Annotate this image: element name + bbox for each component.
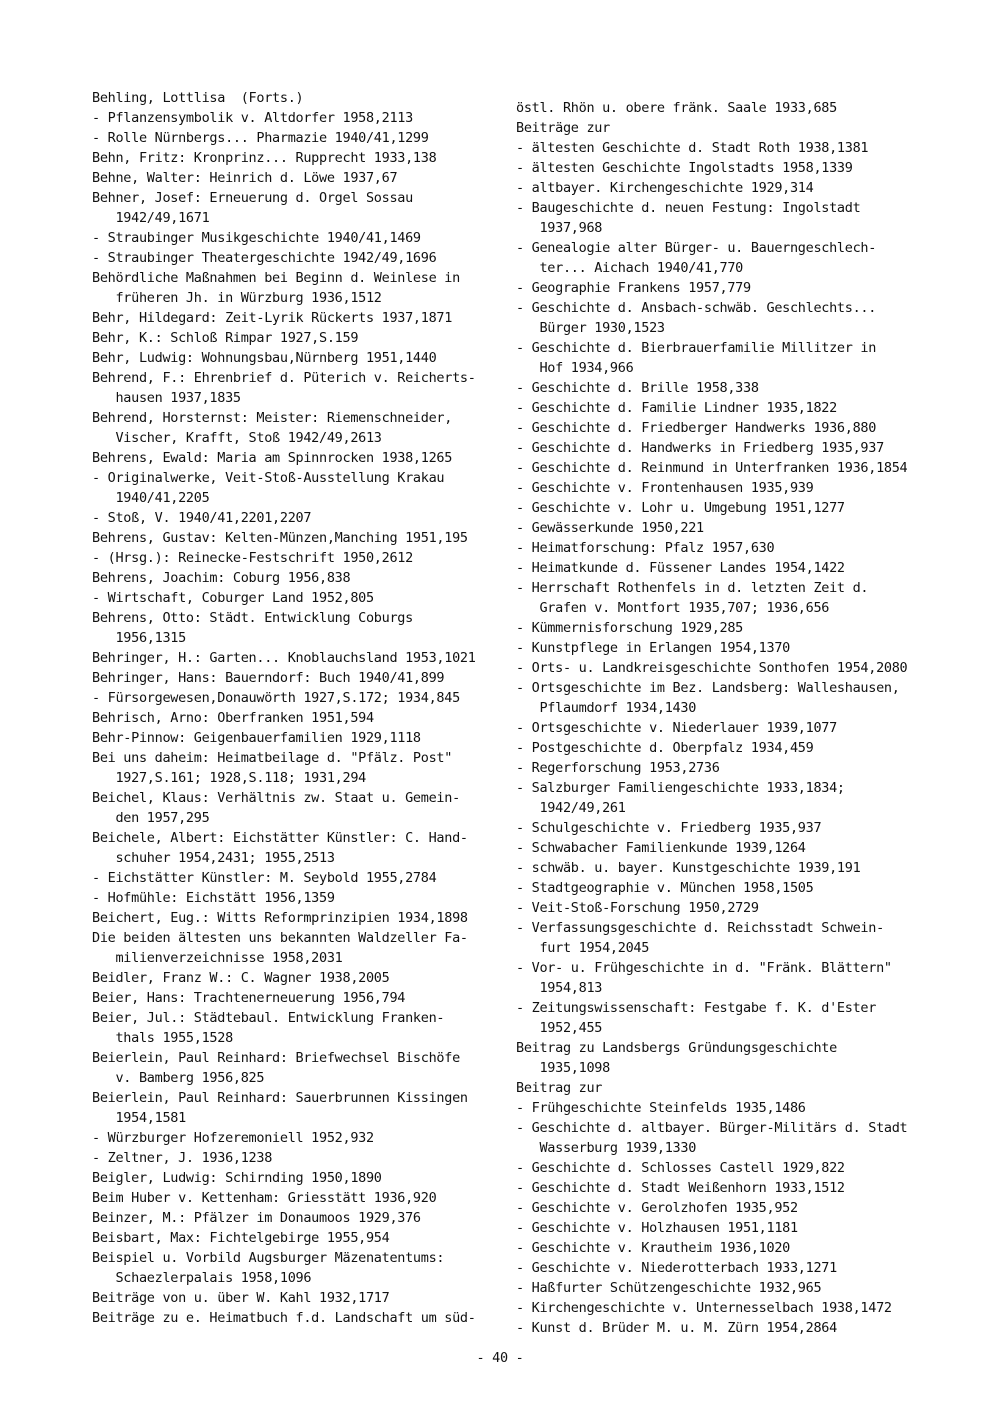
index-entry-line: - Herrschaft Rothenfels in d. letzten Zeit d.: [516, 580, 869, 596]
index-entry-line: - Ortsgeschichte v. Niederlauer 1939,1077: [516, 720, 837, 736]
index-entry-line: thals 1955,1528: [92, 1030, 233, 1046]
index-entry-line: - Regerforschung 1953,2736: [516, 760, 720, 776]
index-entry-line: Behrens, Ewald: Maria am Spinnrocken 1938,1265: [92, 450, 453, 466]
index-entry-line: milienverzeichnisse 1958,2031: [92, 950, 343, 966]
index-entry-line: Behr-Pinnow: Geigenbauerfamilien 1929,1118: [92, 730, 421, 746]
index-entry-line: Beinzer, M.: Pfälzer im Donaumoos 1929,376: [92, 1210, 421, 1226]
index-entry-line: Beichele, Albert: Eichstätter Künstler: C. Hand-: [92, 830, 468, 846]
index-entry-line: - Stoß, V. 1940/41,2201,2207: [92, 510, 312, 526]
index-entry-line: - Straubinger Musikgeschichte 1940/41,1469: [92, 230, 421, 246]
index-entry-line: Bürger 1930,1523: [516, 320, 665, 336]
index-entry-line: 1937,968: [516, 220, 603, 236]
index-entry-line: - Geographie Frankens 1957,779: [516, 280, 751, 296]
index-entry-line: Behrend, Horsternst: Meister: Riemenschneider,: [92, 410, 453, 426]
index-entry-line: Vischer, Krafft, Stoß 1942/49,2613: [92, 430, 382, 446]
index-entry-line: schuher 1954,2431; 1955,2513: [92, 850, 335, 866]
index-entry-line: - Schulgeschichte v. Friedberg 1935,937: [516, 820, 822, 836]
index-entry-line: Behrend, F.: Ehrenbrief d. Püterich v. Reicherts-: [92, 370, 476, 386]
index-entry-line: - Stadtgeographie v. München 1958,1505: [516, 880, 814, 896]
index-entry-line: - Geschichte d. Stadt Weißenhorn 1933,1512: [516, 1180, 845, 1196]
index-entry-line: - Haßfurter Schützengeschichte 1932,965: [516, 1280, 822, 1296]
index-entry-line: Behr, K.: Schloß Rimpar 1927,S.159: [92, 330, 359, 346]
index-entry-line: - Geschichte d. Schlosses Castell 1929,822: [516, 1160, 845, 1176]
index-entry-line: - Heimatkunde d. Füssener Landes 1954,1422: [516, 560, 845, 576]
index-entry-line: Beim Huber v. Kettenham: Griesstätt 1936,920: [92, 1190, 437, 1206]
index-entry-line: Behr, Ludwig: Wohnungsbau,Nürnberg 1951,1440: [92, 350, 437, 366]
index-entry-line: Behr, Hildegard: Zeit-Lyrik Rückerts 1937,1871: [92, 310, 453, 326]
index-entry-line: hausen 1937,1835: [92, 390, 241, 406]
index-entry-line: - Veit-Stoß-Forschung 1950,2729: [516, 900, 759, 916]
index-entry-line: 1935,1098: [516, 1060, 610, 1076]
index-entry-line: Hof 1934,966: [516, 360, 634, 376]
index-entry-line: - Kunstpflege in Erlangen 1954,1370: [516, 640, 790, 656]
index-entry-line: Behner, Josef: Erneuerung d. Orgel Sossau: [92, 190, 413, 206]
index-entry-line: - Würzburger Hofzeremoniell 1952,932: [92, 1130, 374, 1146]
index-entry-line: Behling, Lottlisa (Forts.): [92, 90, 304, 106]
index-entry-line: Beierlein, Paul Reinhard: Briefwechsel Bischöfe: [92, 1050, 460, 1066]
index-entry-line: - Geschichte d. Brille 1958,338: [516, 380, 759, 396]
index-entry-line: - schwäb. u. bayer. Kunstgeschichte 1939,191: [516, 860, 861, 876]
index-entry-line: - Verfassungsgeschichte d. Reichsstadt Schwein-: [516, 920, 884, 936]
left-column: [92, 88, 492, 1328]
index-entry-line: - Geschichte v. Frontenhausen 1935,939: [516, 480, 814, 496]
index-entry-line: Wasserburg 1939,1330: [516, 1140, 697, 1156]
index-entry-line: Behrisch, Arno: Oberfranken 1951,594: [92, 710, 374, 726]
index-entry-line: - Geschichte d. Reinmund in Unterfranken 1936,1854: [516, 460, 908, 476]
index-entry-line: Behringer, Hans: Bauerndorf: Buch 1940/41,899: [92, 670, 445, 686]
index-entry-line: - Geschichte v. Holzhausen 1951,1181: [516, 1220, 798, 1236]
index-entry-line: Bei uns daheim: Heimatbeilage d. "Pfälz. Post": [92, 750, 453, 766]
index-entry-line: - (Hrsg.): Reinecke-Festschrift 1950,2612: [92, 550, 413, 566]
index-entry-line: - Geschichte v. Lohr u. Umgebung 1951,1277: [516, 500, 845, 516]
index-entry-line: - Rolle Nürnbergs... Pharmazie 1940/41,1299: [92, 130, 429, 146]
index-entry-line: Beigler, Ludwig: Schirnding 1950,1890: [92, 1170, 382, 1186]
index-entry-line: ter... Aichach 1940/41,770: [516, 260, 744, 276]
index-entry-line: - Heimatforschung: Pfalz 1957,630: [516, 540, 775, 556]
index-entry-line: Pflaumdorf 1934,1430: [516, 700, 697, 716]
index-entry-line: - Eichstätter Künstler: M. Seybold 1955,2784: [92, 870, 437, 886]
index-entry-line: - Hofmühle: Eichstätt 1956,1359: [92, 890, 335, 906]
index-entry-line: 1954,813: [516, 980, 603, 996]
index-entry-line: - altbayer. Kirchengeschichte 1929,314: [516, 180, 814, 196]
index-entry-line: - Geschichte d. Ansbach-schwäb. Geschlechts...: [516, 300, 877, 316]
index-entry-line: - Pflanzensymbolik v. Altdorfer 1958,2113: [92, 110, 413, 126]
index-entry-line: - Kümmernisforschung 1929,285: [516, 620, 744, 636]
index-entry-line: - Postgeschichte d. Oberpfalz 1934,459: [516, 740, 814, 756]
index-entry-line: Behrens, Gustav: Kelten-Münzen,Manching 1951,195: [92, 530, 468, 546]
index-entry-line: - Zeltner, J. 1936,1238: [92, 1150, 273, 1166]
index-entry-line: - ältesten Geschichte d. Stadt Roth 1938,1381: [516, 140, 869, 156]
index-entry-line: Behringer, H.: Garten... Knoblauchsland 1953,1021: [92, 650, 476, 666]
index-entry-line: Grafen v. Montfort 1935,707; 1936,656: [516, 600, 830, 616]
index-entry-line: Beiträge zu e. Heimatbuch f.d. Landschaft um süd-: [92, 1310, 476, 1326]
index-entry-line: Schaezlerpalais 1958,1096: [92, 1270, 312, 1286]
index-entry-line: Beierlein, Paul Reinhard: Sauerbrunnen Kissingen: [92, 1090, 468, 1106]
index-entry-line: v. Bamberg 1956,825: [92, 1070, 265, 1086]
index-entry-line: 1956,1315: [92, 630, 186, 646]
index-entry-line: Beitrag zur: [516, 1080, 603, 1096]
index-entry-line: Beier, Hans: Trachtenerneuerung 1956,794: [92, 990, 406, 1006]
index-entry-line: - Genealogie alter Bürger- u. Bauerngeschlech-: [516, 240, 877, 256]
index-entry-line: - Geschichte d. altbayer. Bürger-Militärs d. Stadt: [516, 1120, 908, 1136]
index-entry-line: den 1957,295: [92, 810, 210, 826]
index-entry-line: Behrens, Otto: Städt. Entwicklung Coburgs: [92, 610, 413, 626]
index-entry-line: - Straubinger Theatergeschichte 1942/49,1696: [92, 250, 437, 266]
index-entry-line: Beiträge von u. über W. Kahl 1932,1717: [92, 1290, 390, 1306]
index-entry-line: - Frühgeschichte Steinfelds 1935,1486: [516, 1100, 806, 1116]
index-entry-line: 1927,S.161; 1928,S.118; 1931,294: [92, 770, 366, 786]
index-entry-line: - Geschichte d. Bierbrauerfamilie Millitzer in: [516, 340, 877, 356]
index-entry-line: früheren Jh. in Würzburg 1936,1512: [92, 290, 382, 306]
index-entry-line: Beispiel u. Vorbild Augsburger Mäzenatentums:: [92, 1250, 445, 1266]
right-column: [516, 98, 916, 1338]
index-entry-line: Beichert, Eug.: Witts Reformprinzipien 1934,1898: [92, 910, 468, 926]
index-entry-line: - Geschichte v. Krautheim 1936,1020: [516, 1240, 790, 1256]
index-entry-line: - Geschichte d. Familie Lindner 1935,1822: [516, 400, 837, 416]
index-entry-line: Behn, Fritz: Kronprinz... Rupprecht 1933,138: [92, 150, 437, 166]
index-entry-line: - Kunst d. Brüder M. u. M. Zürn 1954,2864: [516, 1320, 837, 1336]
index-entry-line: Behrens, Joachim: Coburg 1956,838: [92, 570, 351, 586]
index-entry-line: 1942/49,261: [516, 800, 626, 816]
index-entry-line: - Vor- u. Frühgeschichte in d. "Fränk. Blättern": [516, 960, 892, 976]
index-entry-line: Behördliche Maßnahmen bei Beginn d. Weinlese in: [92, 270, 460, 286]
index-entry-line: - Zeitungswissenschaft: Festgabe f. K. d'Ester: [516, 1000, 877, 1016]
index-entry-line: 1954,1581: [92, 1110, 186, 1126]
index-entry-line: Beidler, Franz W.: C. Wagner 1938,2005: [92, 970, 390, 986]
index-entry-line: - Originalwerke, Veit-Stoß-Ausstellung Krakau: [92, 470, 445, 486]
index-entry-line: - Salzburger Familiengeschichte 1933,1834;: [516, 780, 845, 796]
index-entry-line: - Gewässerkunde 1950,221: [516, 520, 704, 536]
index-entry-line: 1940/41,2205: [92, 490, 210, 506]
index-entry-line: - Schwabacher Familienkunde 1939,1264: [516, 840, 806, 856]
page-number: - 40 -: [476, 1350, 524, 1366]
index-entry-line: - Kirchengeschichte v. Unternesselbach 1938,1472: [516, 1300, 892, 1316]
index-entry-line: östl. Rhön u. obere fränk. Saale 1933,685: [516, 100, 837, 116]
index-entry-line: - ältesten Geschichte Ingolstadts 1958,1339: [516, 160, 853, 176]
index-entry-line: - Geschichte d. Friedberger Handwerks 1936,880: [516, 420, 877, 436]
index-entry-line: - Geschichte d. Handwerks in Friedberg 1935,937: [516, 440, 884, 456]
index-entry-line: Beitrag zu Landsbergs Gründungsgeschichte: [516, 1040, 837, 1056]
index-entry-line: 1942/49,1671: [92, 210, 210, 226]
index-entry-line: - Geschichte v. Niederotterbach 1933,1271: [516, 1260, 837, 1276]
index-entry-line: 1952,455: [516, 1020, 603, 1036]
index-entry-line: Die beiden ältesten uns bekannten Waldzeller Fa-: [92, 930, 468, 946]
index-entry-line: - Orts- u. Landkreisgeschichte Sonthofen 1954,2080: [516, 660, 908, 676]
index-entry-line: Beiträge zur: [516, 120, 610, 136]
index-entry-line: Beisbart, Max: Fichtelgebirge 1955,954: [92, 1230, 390, 1246]
index-entry-line: Behne, Walter: Heinrich d. Löwe 1937,67: [92, 170, 398, 186]
index-entry-line: furt 1954,2045: [516, 940, 650, 956]
index-entry-line: - Wirtschaft, Coburger Land 1952,805: [92, 590, 374, 606]
index-entry-line: - Baugeschichte d. neuen Festung: Ingolstadt: [516, 200, 861, 216]
index-entry-line: Beichel, Klaus: Verhältnis zw. Staat u. Gemein-: [92, 790, 460, 806]
index-entry-line: Beier, Jul.: Städtebaul. Entwicklung Franken-: [92, 1010, 445, 1026]
index-entry-line: - Fürsorgewesen,Donauwörth 1927,S.172; 1934,845: [92, 690, 460, 706]
index-entry-line: - Geschichte v. Gerolzhofen 1935,952: [516, 1200, 798, 1216]
index-entry-line: - Ortsgeschichte im Bez. Landsberg: Walleshausen,: [516, 680, 900, 696]
